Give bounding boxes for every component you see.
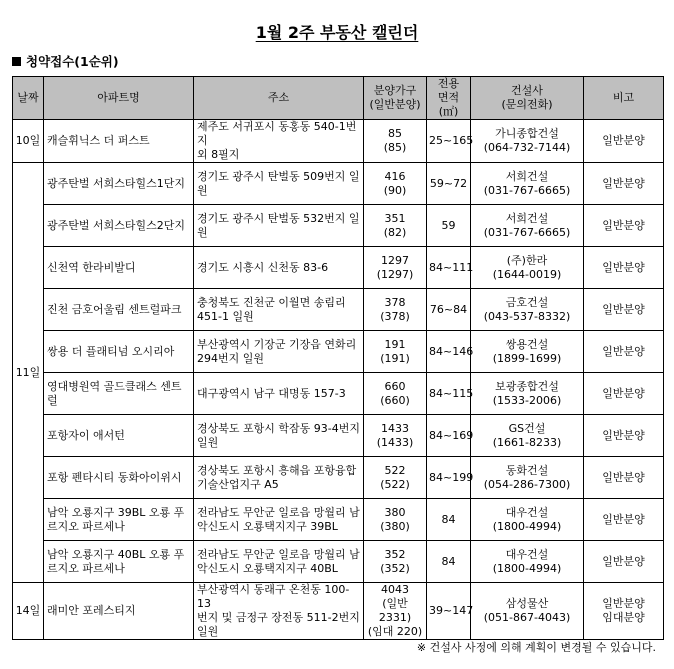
address-cell: 충청북도 진천군 이월면 송림리 451-1 일원 [194,289,364,331]
apartment-name: 포항 펜타시티 동화아이위시 [44,457,194,499]
address-cell: 경상북도 포항시 흥해읍 포항융합 기술산업지구 A5 [194,457,364,499]
note-cell: 일반분양 [584,415,664,457]
note-cell: 일반분양 [584,331,664,373]
builder-cell: 서희건설 (031-767-6665) [471,163,584,205]
apartment-name: 영대병원역 골드클래스 센트럴 [44,373,194,415]
table-header-row [13,77,664,120]
note-cell: 일반분양 [584,541,664,583]
date-cell: 14일 [13,583,44,640]
square-bullet-icon [12,57,21,66]
units-cell: 352 (352) [364,541,427,583]
area-cell: 84~169 [427,415,471,457]
units-cell: 1297 (1297) [364,247,427,289]
units-cell: 416 (90) [364,163,427,205]
apartment-name: 남악 오룡지구 40BL 오룡 푸르지오 파르세나 [44,541,194,583]
builder-cell: 금호건설 (043-537-8332) [471,289,584,331]
builder-cell: 가니종합건설 (064-732-7144) [471,120,584,163]
area-cell: 59 [427,205,471,247]
builder-cell: 대우건설 (1800-4994) [471,541,584,583]
address-cell: 부산광역시 기장군 기장읍 연화리 294번지 일원 [194,331,364,373]
header-area: 전용 면적 (㎡) [427,77,471,120]
area-cell: 59~72 [427,163,471,205]
header-builder: 건설사 (문의전화) [471,77,584,120]
table-row [13,415,664,457]
table-row [13,499,664,541]
address-cell: 경상북도 포항시 학잠동 93-4번지 일원 [194,415,364,457]
address-cell: 전라남도 무안군 일로읍 망월리 남 악신도시 오룡택지지구 40BL [194,541,364,583]
apartment-name: 캐슬휘닉스 더 퍼스트 [44,120,194,163]
note-cell: 일반분양 [584,247,664,289]
builder-cell: (주)한라 (1644-0019) [471,247,584,289]
apartment-name: 쌍용 더 플래티넘 오시리아 [44,331,194,373]
area-cell: 84~199 [427,457,471,499]
table-row [13,205,664,247]
address-cell: 전라남도 무안군 일로읍 망월리 남 악신도시 오룡택지지구 39BL [194,499,364,541]
note-cell: 일반분양 [584,373,664,415]
apartment-name: 신천역 한라비발디 [44,247,194,289]
units-cell: 522 (522) [364,457,427,499]
builder-cell: 삼성물산 (051-867-4043) [471,583,584,640]
note-cell: 일반분양 [584,499,664,541]
address-cell: 부산광역시 동래구 온천동 100-13 번지 및 금정구 장전동 511-2번지 일원 [194,583,364,640]
header-units: 분양가구 (일반분양) [364,77,427,120]
table-row [13,457,664,499]
header-apartment: 아파트명 [44,77,194,120]
address-cell: 제주도 서귀포시 동홍동 540-1번지 외 8필지 [194,120,364,163]
builder-cell: 동화건설 (054-286-7300) [471,457,584,499]
note-cell: 일반분양 [584,205,664,247]
apartment-name: 남악 오룡지구 39BL 오룡 푸르지오 파르세나 [44,499,194,541]
builder-cell: 보광종합건설 (1533-2006) [471,373,584,415]
address-cell: 경기도 광주시 탄벌동 509번지 일 원 [194,163,364,205]
table-row [13,583,664,640]
table-row [13,373,664,415]
header-address: 주소 [194,77,364,120]
note-cell: 일반분양 [584,457,664,499]
area-cell: 84 [427,541,471,583]
table-row [13,289,664,331]
units-cell: 4043 (일반 2331) (임대 220) [364,583,427,640]
header-date: 날짜 [13,77,44,120]
calendar-table [12,76,664,640]
table-row [13,247,664,289]
address-cell: 경기도 시흥시 신천동 83-6 [194,247,364,289]
address-cell: 대구광역시 남구 대명동 157-3 [194,373,364,415]
note-cell: 일반분양 [584,120,664,163]
area-cell: 39~147 [427,583,471,640]
units-cell: 660 (660) [364,373,427,415]
builder-cell: 쌍용건설 (1899-1699) [471,331,584,373]
note-cell: 일반분양 임대분양 [584,583,664,640]
units-cell: 191 (191) [364,331,427,373]
apartment-name: 광주탄벌 서희스타힐스2단지 [44,205,194,247]
apartment-name: 광주탄벌 서희스타힐스1단지 [44,163,194,205]
units-cell: 85 (85) [364,120,427,163]
units-cell: 380 (380) [364,499,427,541]
table-row [13,163,664,205]
apartment-name: 포항자이 애서턴 [44,415,194,457]
apartment-name: 진천 금호어울림 센트럴파크 [44,289,194,331]
section-heading: 청약접수(1순위) [12,52,119,70]
builder-cell: GS건설 (1661-8233) [471,415,584,457]
units-cell: 1433 (1433) [364,415,427,457]
note-cell: 일반분양 [584,163,664,205]
header-note: 비고 [584,77,664,120]
area-cell: 76~84 [427,289,471,331]
area-cell: 84 [427,499,471,541]
builder-cell: 대우건설 (1800-4994) [471,499,584,541]
area-cell: 25~165 [427,120,471,163]
units-cell: 351 (82) [364,205,427,247]
table-row [13,120,664,163]
note-cell: 일반분양 [584,289,664,331]
area-cell: 84~115 [427,373,471,415]
date-cell: 10일 [13,120,44,163]
apartment-name: 래미안 포레스티지 [44,583,194,640]
table-row [13,331,664,373]
builder-cell: 서희건설 (031-767-6665) [471,205,584,247]
units-cell: 378 (378) [364,289,427,331]
table-row [13,541,664,583]
page-title: 1월 2주 부동산 캘린더 [255,23,419,42]
address-cell: 경기도 광주시 탄벌동 532번지 일 원 [194,205,364,247]
area-cell: 84~111 [427,247,471,289]
footnote: ※ 건설사 사정에 의해 계획이 변경될 수 있습니다. [416,641,656,654]
date-cell: 11일 [13,163,44,583]
area-cell: 84~146 [427,331,471,373]
